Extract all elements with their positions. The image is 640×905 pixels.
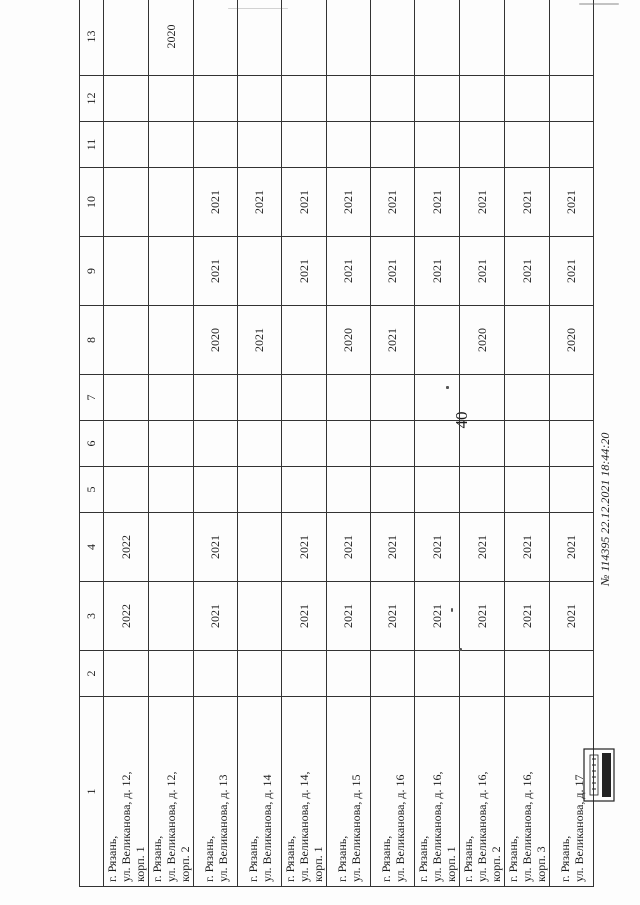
year-cell [149,582,194,651]
year-cell: 2020 [149,0,194,76]
year-cell [505,421,550,467]
scan-artifact [446,386,449,389]
year-cell [327,122,371,168]
address-line: г. Рязань, [416,835,430,882]
year-cell [194,0,238,76]
year-cell [104,421,149,467]
year-cell: 2021 [371,306,415,375]
year-cell [238,513,282,582]
year-cell [149,651,194,697]
year-cell [238,0,282,76]
year-cell: 2021 [415,513,460,582]
year-cell [238,375,282,421]
year-cell [505,0,550,76]
scan-artifact [451,608,453,612]
address-line: корп. 1 [133,846,147,882]
year-cell [371,76,415,122]
col-header: 13 [80,0,104,76]
address-line: г. Рязань, [201,835,216,882]
address-cell [238,697,282,887]
year-cell [282,0,327,76]
address-cell [149,697,194,887]
year-cell: 2021 [371,582,415,651]
year-cell: 2021 [550,582,594,651]
year-cell [104,306,149,375]
year-cell: 2021 [371,168,415,237]
year-cell [415,651,460,697]
repair-schedule-table [79,0,594,887]
year-cell [104,168,149,237]
year-cell: 2021 [550,237,594,306]
year-cell: 2021 [415,582,460,651]
year-cell [238,651,282,697]
year-cell [282,76,327,122]
col-header: 2 [80,651,104,697]
year-cell [282,375,327,421]
address-line: г. Рязань, [557,835,572,882]
year-cell: 2021 [327,237,371,306]
year-cell: 2021 [194,237,238,306]
electronic-signature-stamp-icon [582,745,616,805]
year-cell: 2021 [238,306,282,375]
year-cell [505,76,550,122]
registration-stamp-text: № 114395 22.12.2021 18:44:20 [598,432,612,586]
address-line: г. Рязань, [461,835,475,882]
col-header: 8 [80,306,104,375]
year-cell [238,122,282,168]
col-header: 5 [80,467,104,513]
year-cell [505,651,550,697]
year-cell [238,467,282,513]
year-cell: 2021 [282,582,327,651]
year-cell [550,0,594,76]
table-row [104,0,149,887]
year-cell [371,467,415,513]
address-line: корп. 2 [178,846,192,882]
year-cell [550,421,594,467]
address-line: ул. Великанова, д. 14 [259,774,274,882]
year-cell [460,375,505,421]
year-cell [149,375,194,421]
year-cell: 2021 [550,168,594,237]
year-cell [460,122,505,168]
address-line: ул. Великанова, д. 13 [215,774,230,882]
year-cell [104,76,149,122]
col-header: 7 [80,375,104,421]
year-cell [327,0,371,76]
year-cell [460,421,505,467]
year-cell [149,76,194,122]
col-header: 9 [80,237,104,306]
year-cell [505,375,550,421]
table-row [415,0,460,887]
year-cell: 2020 [550,306,594,375]
year-cell [104,375,149,421]
year-cell [149,122,194,168]
year-cell [282,467,327,513]
year-cell [194,467,238,513]
address-line: г. Рязань, [506,835,520,882]
table-row [282,0,327,887]
address-cell [282,697,327,887]
year-cell [550,467,594,513]
year-cell [104,237,149,306]
year-cell [550,651,594,697]
year-cell [327,421,371,467]
year-cell [550,375,594,421]
address-cell [371,697,415,887]
year-cell: 2022 [104,513,149,582]
year-cell [371,421,415,467]
address-cell [104,697,149,887]
year-cell: 2021 [194,513,238,582]
table-row [371,0,415,887]
year-cell [149,421,194,467]
address-cell [194,697,238,887]
year-cell [371,651,415,697]
address-line: г. Рязань, [283,835,297,882]
address-line: корп. 2 [489,846,503,882]
year-cell [149,306,194,375]
address-line: ул. Великанова, д. 12, [119,771,133,882]
year-cell [415,467,460,513]
year-cell [327,467,371,513]
year-cell [550,76,594,122]
address-line: ул. Великанова, д. 14, [297,771,311,882]
scan-artifact [459,648,462,651]
year-cell: 2021 [505,513,550,582]
address-line: ул. Великанова, д. 16, [520,771,534,882]
year-cell [149,467,194,513]
column-number-row [80,0,104,887]
address-line: ул. Великанова, д. 12, [164,771,178,882]
year-cell [415,76,460,122]
page-number: 40 [452,411,471,429]
rotated-table-wrapper [79,24,586,887]
address-cell [415,697,460,887]
address-line: корп. 1 [311,846,325,882]
year-cell [104,651,149,697]
year-cell: 2021 [371,513,415,582]
address-cell [505,697,550,887]
year-cell [550,122,594,168]
year-cell: 2021 [415,168,460,237]
year-cell [282,651,327,697]
year-cell [505,122,550,168]
year-cell: 2021 [505,237,550,306]
year-cell: 2021 [550,513,594,582]
year-cell: 2020 [327,306,371,375]
year-cell [415,375,460,421]
year-cell [327,651,371,697]
year-cell [149,513,194,582]
year-cell: 2021 [282,513,327,582]
year-cell [104,122,149,168]
col-header: 4 [80,513,104,582]
year-cell [415,421,460,467]
year-cell: 2021 [327,582,371,651]
year-cell: 2021 [282,168,327,237]
year-cell [282,421,327,467]
address-line: ул. Великанова, д. 16 [392,774,407,882]
year-cell: 2020 [194,306,238,375]
col-header: 1 [80,697,104,887]
address-line: г. Рязань, [150,835,164,882]
address-line: ул. Великанова, д. 17 [571,774,586,882]
year-cell [460,0,505,76]
year-cell [238,421,282,467]
address-line: ул. Великанова, д. 15 [348,774,363,882]
table-row [149,0,194,887]
col-header: 3 [80,582,104,651]
address-line: корп. 3 [534,846,548,882]
year-cell [371,122,415,168]
year-cell: 2022 [104,582,149,651]
year-cell [505,306,550,375]
year-cell: 2021 [194,582,238,651]
table-body [104,0,594,887]
year-cell [282,122,327,168]
year-cell [238,582,282,651]
address-cell [460,697,505,887]
year-cell [194,421,238,467]
address-line: г. Рязань, [245,835,260,882]
year-cell: 2021 [194,168,238,237]
table-row [327,0,371,887]
table-row [460,0,505,887]
year-cell: 2021 [460,237,505,306]
year-cell [460,467,505,513]
year-cell [415,0,460,76]
year-cell: 2020 [460,306,505,375]
year-cell [460,76,505,122]
year-cell [194,375,238,421]
address-line: ул. Великанова, д. 16, [430,771,444,882]
address-line: ул. Великанова, д. 16, [475,771,489,882]
table-row [238,0,282,887]
year-cell: 2021 [327,513,371,582]
col-header: 10 [80,168,104,237]
address-line: г. Рязань, [334,835,349,882]
address-line: г. Рязань, [105,835,119,882]
year-cell [194,122,238,168]
scan-artifact [228,8,288,9]
year-cell [505,467,550,513]
year-cell: 2021 [505,168,550,237]
year-cell: 2021 [282,237,327,306]
year-cell [238,76,282,122]
year-cell [371,0,415,76]
year-cell [415,122,460,168]
address-cell [327,697,371,887]
year-cell: 2021 [371,237,415,306]
address-line: корп. 1 [444,846,458,882]
scan-artifact [579,3,619,5]
address-line: г. Рязань, [378,835,393,882]
year-cell [149,168,194,237]
year-cell [104,467,149,513]
year-cell [282,306,327,375]
year-cell: 2021 [415,237,460,306]
year-cell [327,76,371,122]
year-cell [371,375,415,421]
year-cell [415,306,460,375]
year-cell: 2021 [460,582,505,651]
year-cell: 2021 [327,168,371,237]
col-header: 6 [80,421,104,467]
year-cell [149,237,194,306]
col-header: 11 [80,122,104,168]
year-cell [194,651,238,697]
year-cell: 2021 [460,168,505,237]
table-row [194,0,238,887]
col-header: 12 [80,76,104,122]
year-cell: 2021 [238,168,282,237]
year-cell [460,651,505,697]
year-cell: 2021 [460,513,505,582]
table-row [505,0,550,887]
year-cell: 2021 [505,582,550,651]
year-cell [327,375,371,421]
year-cell [104,0,149,76]
year-cell [238,237,282,306]
year-cell [194,76,238,122]
